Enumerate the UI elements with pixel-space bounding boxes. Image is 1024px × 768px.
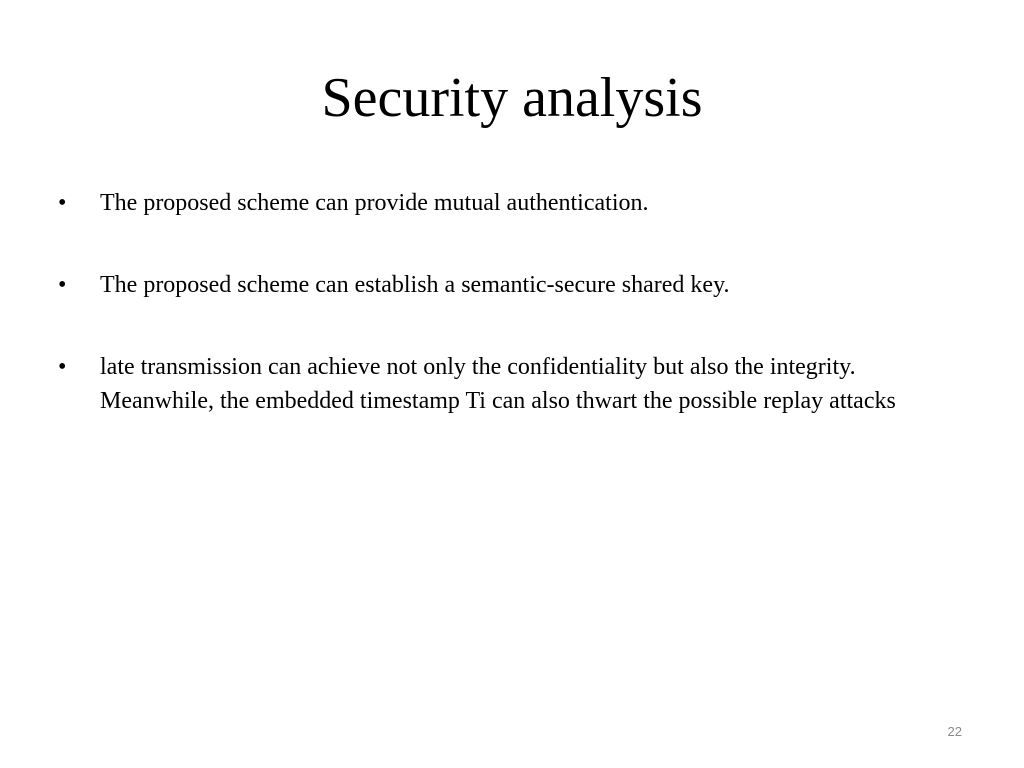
bullet-icon: • [58,190,67,216]
bullet-list [58,186,918,418]
bullet-text: The proposed scheme can provide mutual authentication. [100,190,649,216]
bullet-icon: • [58,272,67,298]
slide-number: 22 [947,724,962,739]
bullet-text: late transmission can achieve not only the confidentiality but also the integrity. Meanwhile, the embedded timestamp Ti can also thwart the possible replay attacks [100,354,896,414]
bullet-item [58,186,918,220]
bullet-item [58,268,918,302]
bullet-icon: • [58,354,67,380]
bullet-item [58,350,918,418]
bullet-text: The proposed scheme can establish a semantic-secure shared key. [100,272,730,298]
slide-title: Security analysis [321,67,703,129]
